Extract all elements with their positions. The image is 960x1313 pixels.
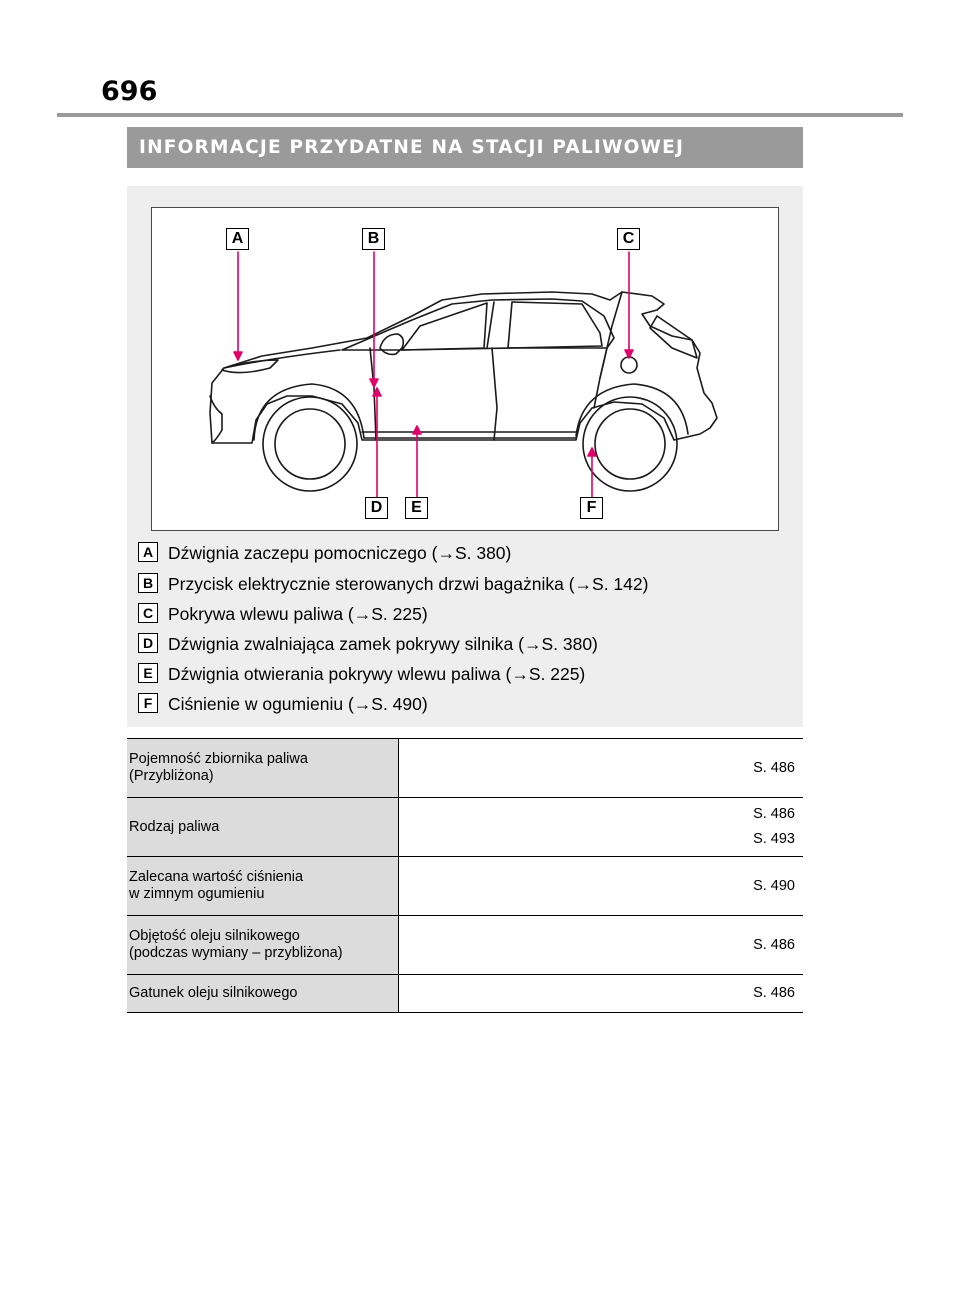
spec-label bbox=[127, 739, 398, 798]
legend-letter: C bbox=[138, 603, 158, 623]
page-reference: S. 493 bbox=[753, 831, 795, 847]
legend-text: Dźwignia zaczepu pomocniczego (→S. 380) bbox=[168, 543, 512, 563]
callout-box-f: F bbox=[580, 497, 603, 519]
label-line: Gatunek oleju silnikowego bbox=[129, 985, 298, 1001]
legend-letter: B bbox=[138, 573, 158, 593]
section-title: INFORMACJE PRZYDATNE NA STACJI PALIWOWEJ bbox=[127, 127, 803, 168]
rear-wheel-arch bbox=[576, 384, 688, 436]
label-line: Rodzaj paliwa bbox=[129, 818, 220, 835]
legend-letter: F bbox=[138, 693, 158, 713]
legend-text: Dźwignia zwalniająca zamek pokrywy silnika (→S. 380) bbox=[168, 634, 598, 654]
table-row bbox=[127, 739, 803, 798]
legend-text: Przycisk elektrycznie sterowanych drzwi bagażnika (→S. 142) bbox=[168, 574, 649, 594]
front-window bbox=[402, 303, 487, 350]
rear-door-line bbox=[492, 348, 497, 440]
spec-label bbox=[127, 857, 398, 916]
rear-window bbox=[508, 302, 602, 348]
label-line: (Przybliżona) bbox=[129, 768, 214, 784]
table-row bbox=[127, 857, 803, 916]
spec-value bbox=[398, 739, 803, 798]
page-reference: S. 486 bbox=[753, 759, 795, 776]
page-reference: S. 486 bbox=[753, 806, 795, 822]
rear-pillar bbox=[600, 292, 622, 378]
label-line: Objętość oleju silnikowego bbox=[129, 928, 300, 944]
table-row bbox=[127, 798, 803, 857]
callout-box-e: E bbox=[405, 497, 428, 519]
label-line: w zimnym ogumieniu bbox=[129, 886, 265, 902]
label-line: Zalecana wartość ciśnienia bbox=[129, 869, 304, 885]
table-row bbox=[127, 975, 803, 1013]
headlight bbox=[222, 360, 278, 373]
page-number: 696 bbox=[101, 76, 158, 107]
front-wheel-inner bbox=[275, 409, 345, 479]
window-divider bbox=[487, 302, 494, 348]
page-reference: S. 486 bbox=[753, 936, 795, 953]
callout-arrow-e bbox=[413, 426, 421, 434]
callout-box-c: C bbox=[617, 228, 640, 250]
rear-wheel-outer bbox=[583, 397, 677, 491]
front-wheel-arch bbox=[254, 384, 364, 440]
top-rule bbox=[57, 113, 903, 117]
callout-arrow-b bbox=[370, 379, 378, 387]
legend-letter: E bbox=[138, 663, 158, 683]
spec-label bbox=[127, 916, 398, 975]
spec-value bbox=[398, 798, 803, 857]
spec-table bbox=[127, 738, 803, 1013]
front-wheel-outer bbox=[263, 397, 357, 491]
callout-arrow-a bbox=[234, 352, 242, 360]
car-body-outline bbox=[210, 292, 717, 443]
table-row bbox=[127, 916, 803, 975]
side-mirror bbox=[380, 334, 403, 354]
rear-wheel-inner bbox=[595, 409, 665, 479]
label-line: Pojemność zbiornika paliwa bbox=[129, 751, 308, 767]
callout-box-d: D bbox=[365, 497, 388, 519]
spec-label bbox=[127, 798, 398, 857]
callout-box-b: B bbox=[362, 228, 385, 250]
car-illustration bbox=[152, 208, 780, 532]
page-reference: S. 490 bbox=[753, 877, 795, 894]
spec-label bbox=[127, 975, 398, 1013]
spec-value bbox=[398, 975, 803, 1013]
page-reference: S. 486 bbox=[753, 985, 795, 1001]
spec-value bbox=[398, 857, 803, 916]
legend-text: Dźwignia otwierania pokrywy wlewu paliwa (→S. 225) bbox=[168, 664, 586, 684]
legend-letter: A bbox=[138, 542, 158, 562]
car-diagram bbox=[151, 207, 779, 531]
fuel-cap bbox=[621, 357, 637, 373]
label-line: (podczas wymiany – przybliżona) bbox=[129, 945, 343, 961]
legend-letter: D bbox=[138, 633, 158, 653]
legend-text: Ciśnienie w ogumieniu (→S. 490) bbox=[168, 694, 428, 714]
legend-text: Pokrywa wlewu paliwa (→S. 225) bbox=[168, 604, 428, 624]
spec-value bbox=[398, 916, 803, 975]
callout-box-a: A bbox=[226, 228, 249, 250]
